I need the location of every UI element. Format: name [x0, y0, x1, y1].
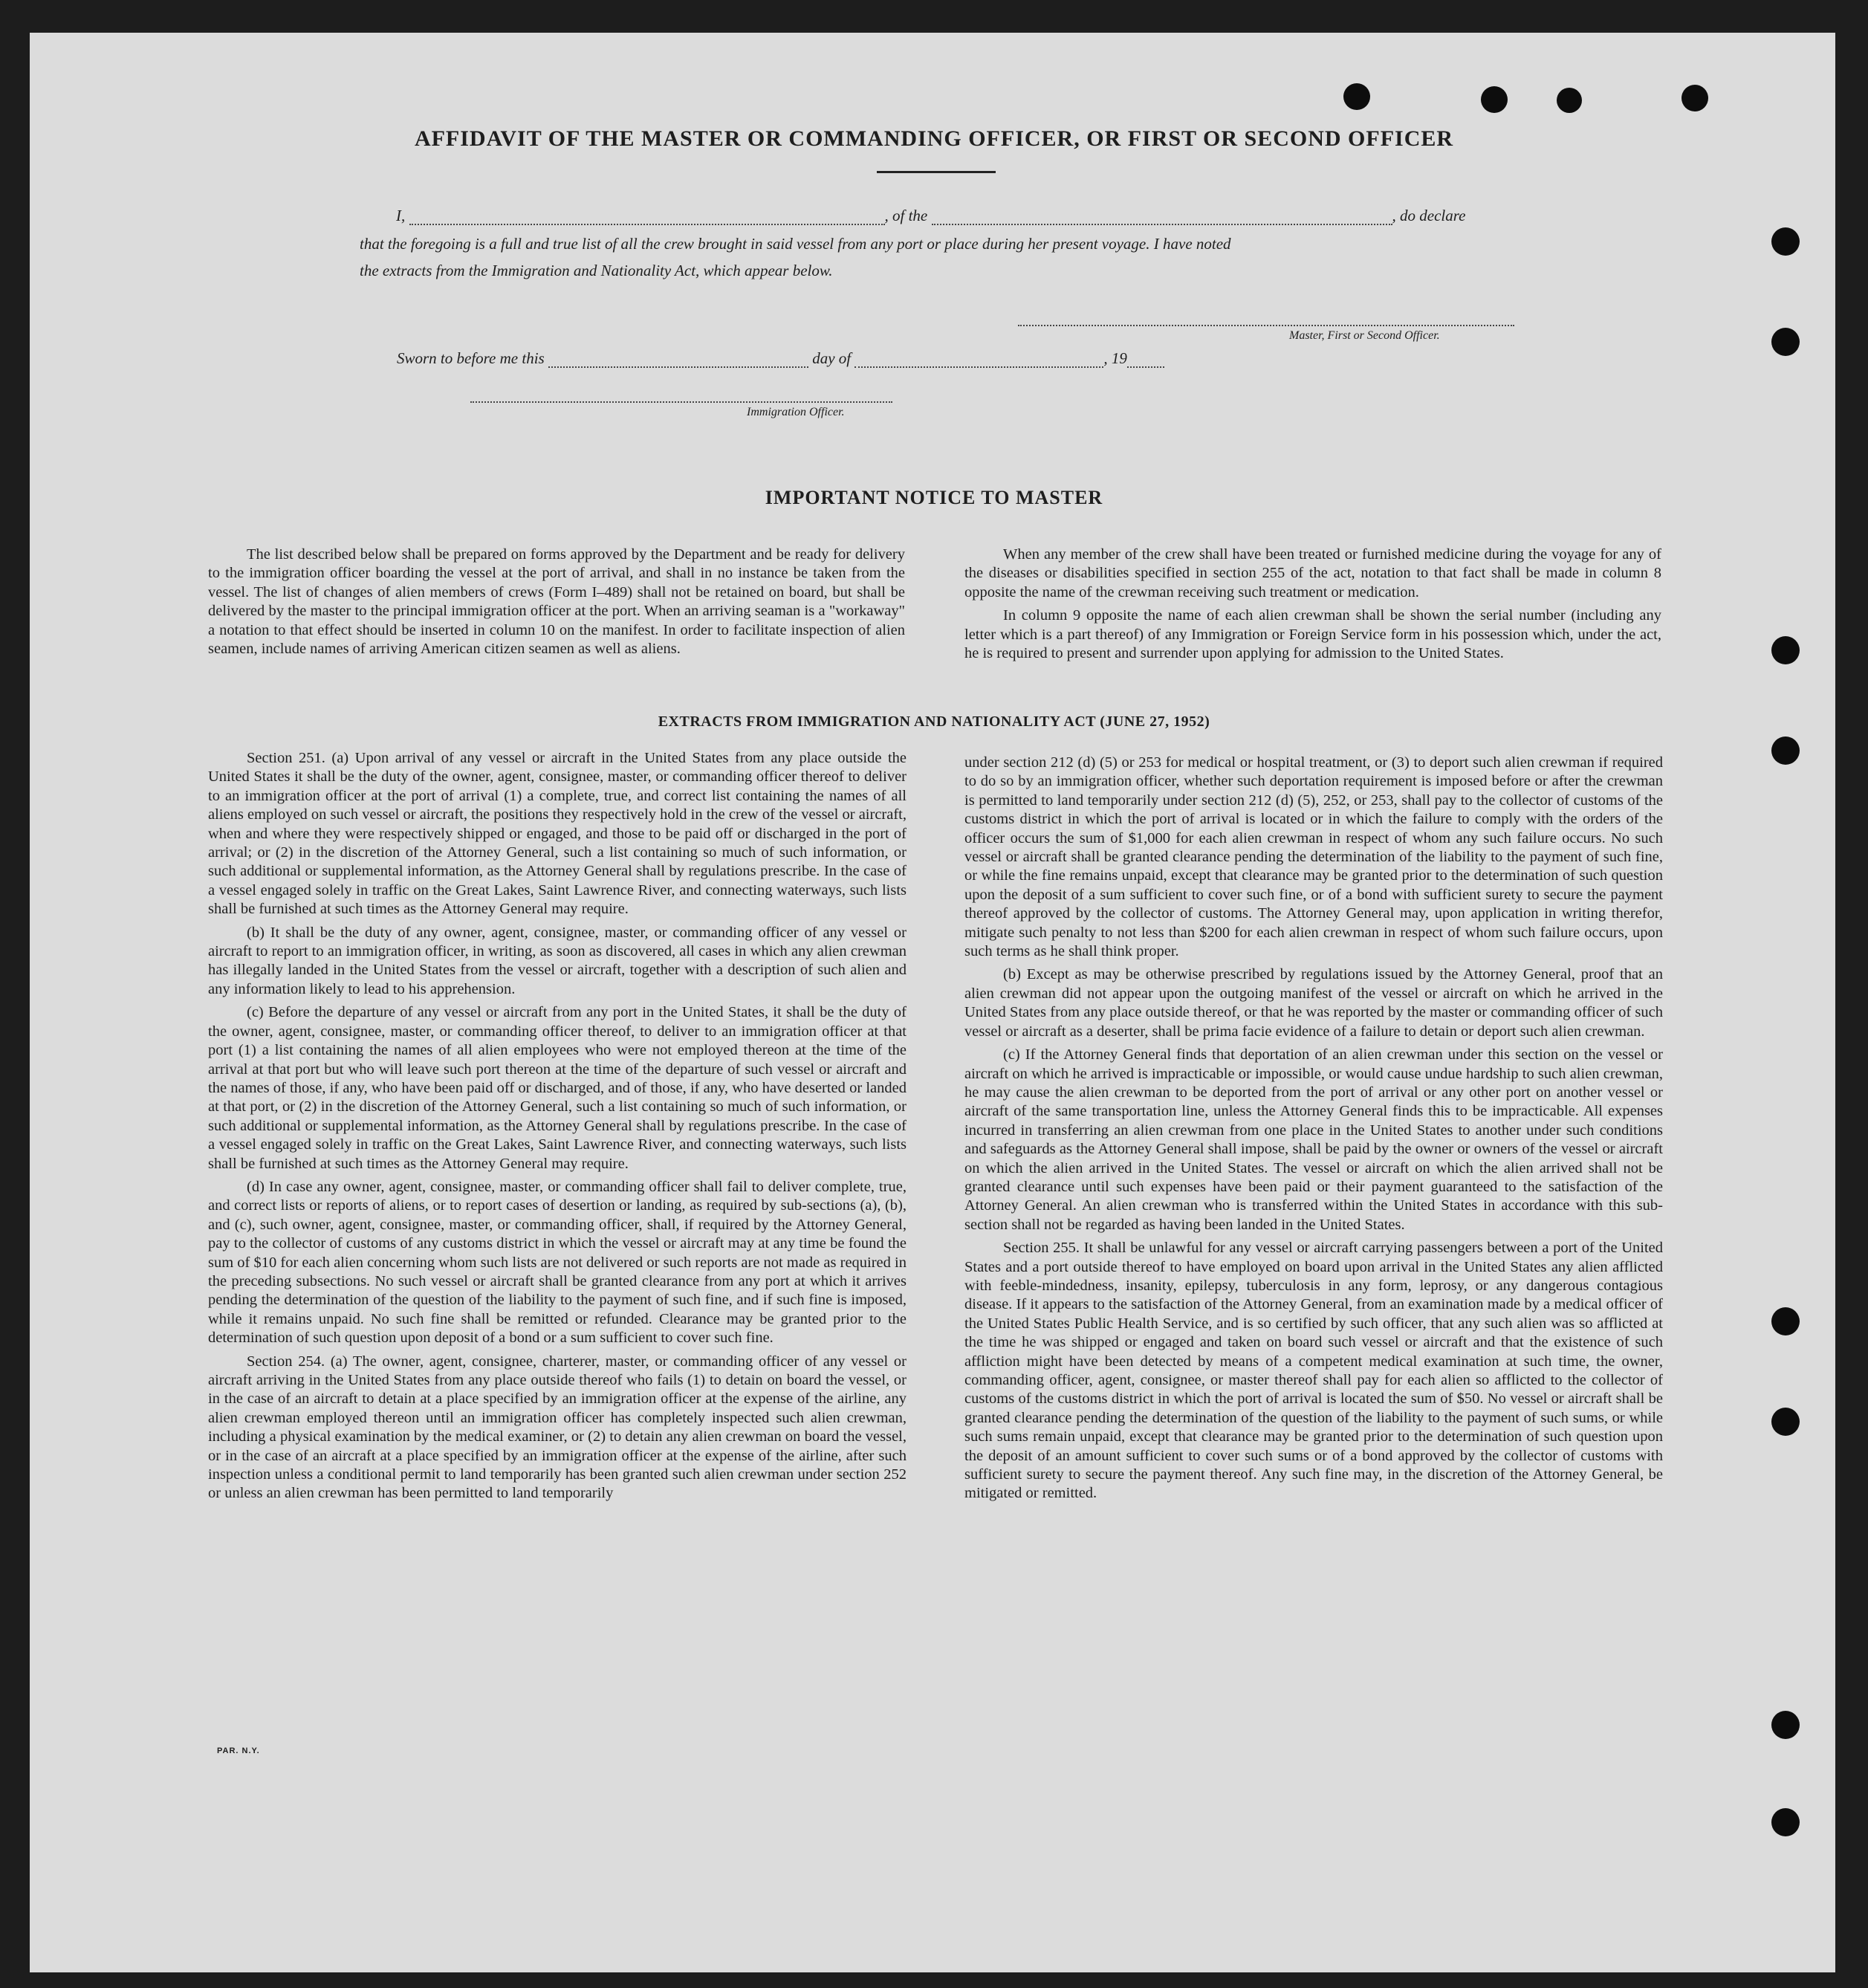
year-prefix-label: , 19 [1103, 349, 1127, 367]
section-254-a: Section 254. (a) The owner, agent, consignee, charterer, master, or commanding officer of any vessel or aircraft arriving in the United States from any place outside thereof who fails (1) to detain on board the vessel, or in the case of an aircraft to detain at a place specified by an immigration officer at the expense of the airline, any alien crewman employed thereon until an immigration officer has completely inspected such alien crewman, including a physical examination by the medical examiner, or (2) to detain any alien crewman on board the vessel, or in the case of an aircraft at a place specified by an immigration officer at the expense of the airline, after such inspection unless a conditional permit to land temporarily has been granted such alien crewman under section 252 or unless an alien crewman has been permitted to land temporarily [208, 1353, 907, 1502]
punch-hole [1557, 88, 1582, 113]
affidavit-title: AFFIDAVIT OF THE MASTER OR COMMANDING OFFICER, OR FIRST OR SECOND OFFICER [414, 126, 1454, 151]
notice-left-paragraph: The list described below shall be prepared on forms approved by the Department and be ready for delivery to the immigration officer boarding the vessel at the port of arrival, and shall in no instance be taken from the vessel. The list of changes of alien members of crews (Form I–489) shall not be retained on board, but shall be delivered by the master to the principal immigration officer at the port. When an arriving seaman is a "workaway" a notation to that effect should be inserted in column 10 on the manifest. In order to facilitate inspection of alien seamen, include names of arriving American citizen seamen as well as aliens. [208, 546, 905, 658]
punch-hole [1343, 83, 1370, 110]
immigration-officer-signature-line[interactable] [470, 401, 892, 403]
extracts-left-column [208, 749, 907, 1508]
section-251-d: (d) In case any owner, agent, consignee, master, or commanding officer shall fail to deliver complete, true, and correct lists or reports of aliens, or to report cases of desertion or landing, as required by sub-sections (a), (b), and (c), such owner, agent, consignee, master, or commanding officer, shall, if required by the Attorney General, pay to the collector of customs of any customs district in which the vessel or aircraft may at any time be found the sum of $10 for each alien concerning whom such lists are not delivered or such reports are not made as required in the preceding subsections. No such vessel or aircraft shall be granted clearance from any port at which it arrives pending the determination of the question of the liability to the payment of such fine, and if such fine is imposed, while it remains unpaid. No such fine shall be remitted or refunded. Clearance may be granted prior to the determination of such question upon deposit of a bond or a sum sufficient to cover such fine. [208, 1178, 907, 1347]
section-251-b: (b) It shall be the duty of any owner, agent, consignee, master, or commanding officer of any vessel or aircraft to report to an immigration officer, in writing, as soon as discovered, all cases in which any alien crewman has illegally landed in the United States from the vessel or aircraft, together with a description of such alien and any information likely to lead to his apprehension. [208, 924, 907, 997]
do-declare-label: , do declare [1392, 207, 1466, 224]
punch-hole [1681, 85, 1708, 111]
sworn-day-field[interactable] [548, 353, 808, 368]
title-rule [877, 171, 996, 173]
extracts-title: EXTRACTS FROM IMMIGRATION AND NATIONALITY ACT (JUNE 27, 1952) [658, 713, 1210, 730]
punch-hole [1771, 328, 1800, 356]
punch-hole [1771, 636, 1800, 664]
section-251-a: Section 251. (a) Upon arrival of any vessel or aircraft in the United States from any place outside the United States it shall be the duty of the owner, agent, consignee, master, or commanding officer thereof to deliver to an immigration officer at the port of arrival (1) a complete, true, and correct list containing the names of all aliens employed on such vessel or aircraft, the positions they respectively hold in the crew of the vessel or aircraft, when and where they were respectively shipped or engaged, and those to be paid off or discharged in the port of arrival; or (2) in the discretion of the Attorney General, such a list containing so much of such information, or such additional or supplemental information, as the Attorney General shall by regulations prescribe. In the case of a vessel engaged solely in traffic on the Great Lakes, Saint Lawrence River, and connecting waterways, such lists shall be furnished at such times as the Attorney General may require. [208, 750, 907, 918]
sworn-line [397, 349, 1164, 368]
notice-right-paragraph-2: In column 9 opposite the name of each alien crewman shall be shown the serial number (including any letter which is a part thereof) of any Immigration or Foreign Service form in his possession which, under the act, he is required to present and surrender upon applying for admission to the United States. [964, 607, 1661, 662]
punch-hole [1771, 1307, 1800, 1335]
master-signature-line[interactable] [1018, 325, 1514, 326]
notice-title: IMPORTANT NOTICE TO MASTER [765, 487, 1103, 508]
declaration-line [396, 207, 1465, 225]
declaration-text-2: that the foregoing is a full and true list of all the crew brought in said vessel from any port or place during her present voyage. I have noted [360, 235, 1231, 253]
notice-right-column [964, 545, 1661, 667]
punch-hole [1771, 736, 1800, 765]
notice-left-column [208, 545, 905, 663]
sworn-year-field[interactable] [1127, 353, 1164, 368]
section-251-c: (c) Before the departure of any vessel or aircraft from any port in the United States, it shall be the duty of the owner, agent, consignee, master, or commanding officer thereof, to deliver to an immigration officer at that port (1) a list containing the names of all alien employees who were not employed thereon at the time of the arrival at that port but who will leave such port thereon at the time of the departure of such vessel or aircraft and the names of those, if any, who have been paid off or discharged, and of those, if any, who have deserted or landed at that port, or (2) in the discretion of the Attorney General, such a list containing so much of such information, or such additional or supplemental information, as the Attorney General shall by regulations prescribe. In the case of a vessel engaged solely in traffic on the Great Lakes, Saint Lawrence River, and connecting waterways, such lists shall be furnished at such times as the Attorney General may require. [208, 1004, 907, 1172]
section-254-b: (b) Except as may be otherwise prescribed by regulations issued by the Attorney General, proof that an alien crewman did not appear upon the outgoing manifest of the vessel or aircraft on which he arrived in the United States from any place outside thereof, or that he was reported by the master or commanding officer of such vessel or aircraft as a deserter, shall be prima facie evidence of a failure to detain or deport such alien crewman. [964, 966, 1663, 1040]
punch-hole [1771, 1808, 1800, 1836]
day-of-label: day of [812, 349, 852, 367]
master-signature-caption: Master, First or Second Officer. [1289, 329, 1440, 342]
notice-right-paragraph-1: When any member of the crew shall have been treated or furnished medicine during the voyage for any of the diseases or disabilities specified in section 255 of the act, notation to that fact shall be made in column 8 opposite the name of the crewman receiving such treatment or medication. [964, 546, 1661, 600]
declarant-name-field[interactable] [409, 210, 885, 225]
sworn-label: Sworn to before me this [397, 349, 545, 367]
printer-mark: PAR. N.Y. [217, 1746, 260, 1755]
immigration-officer-caption: Immigration Officer. [747, 406, 845, 418]
punch-hole [1481, 86, 1508, 113]
declaration-text-3: the extracts from the Immigration and Nationality Act, which appear below. [360, 262, 833, 279]
punch-hole [1771, 227, 1800, 256]
declarant-prefix: I, [396, 207, 406, 224]
section-254-a-continued: under section 212 (d) (5) or 253 for medical or hospital treatment, or (3) to deport such alien crewman if required to do so by an immigration officer, whether such deportation requirement is imposed before or after the crewman is permitted to land temporarily under section 212 (d) (5), 252, or 253, shall pay to the collector of customs of the customs district in which the port of arrival is located or in which the failure to comply with the orders of the officer occurs the sum of $1,000 for each alien crewman in respect of whom any such failure occurs. No such vessel or aircraft shall be granted clearance pending the determination of the liability to the payment of such fine, or while the fine remains unpaid, except that clearance may be granted prior to the determination of such question upon the deposit of a sum sufficient to cover such fine, or of a bond with sufficient surety to secure the payment thereof approved by the collector of customs. The Attorney General may, upon application in writing therefor, mitigate such penalty to not less than $200 for each alien crewman in respect of whom such failure occurs, upon such terms as he shall think proper. [964, 754, 1663, 960]
vessel-name-field[interactable] [932, 210, 1392, 225]
section-254-c: (c) If the Attorney General finds that deportation of an alien crewman under this section on the vessel or aircraft on which he arrived is impracticable or impossible, or would cause undue hardship to such alien crewman, he may cause the alien crewman to be deported from the port of arrival or any other port on another vessel or aircraft of the same transportation line, unless the Attorney General finds this to be impracticable. All expenses incurred in transferring an alien crewman from one place in the United States to another under such conditions and safeguards as the Attorney General shall impose, shall be paid by the owner or owners of the vessel or aircraft on which the alien arrived in the United States. The vessel or aircraft on which the alien arrived shall not be granted clearance until such expenses have been paid or their payment guaranteed to the satisfaction of the Attorney General. An alien crewman who is transferred within the United States in accordance with this sub-section shall not be regarded as having been landed in the United States. [964, 1046, 1663, 1233]
extracts-right-column [964, 754, 1663, 1508]
sworn-month-field[interactable] [854, 353, 1103, 368]
punch-hole [1771, 1408, 1800, 1436]
of-the-label: , of the [884, 207, 928, 224]
punch-hole [1771, 1711, 1800, 1739]
section-255: Section 255. It shall be unlawful for any vessel or aircraft carrying passengers between a port of the United States and a port outside thereof to have employed on board upon arrival in the United States any alien afflicted with feeble-mindedness, insanity, epilepsy, tuberculosis in any form, leprosy, or any dangerous contagious disease. If it appears to the satisfaction of the Attorney General, from an examination made by a medical officer of the United States Public Health Service, and is so certified by such officer, that any such alien was so afflicted at the time he was shipped or engaged and taken on board such vessel or aircraft and that the existence of such affliction might have been detected by means of a competent medical examination at such time, the owner, commanding officer, agent, consignee, or master thereof shall pay for each alien so afflicted to the collector of customs of the customs district in which the port of arrival is located the sum of $50. No vessel or aircraft shall be granted clearance pending the determination of the question of the liability to the payment of such sums, or while such sums remain unpaid, except that clearance may be granted prior to the determination of such question upon the deposit of an amount sufficient to cover such sums or of a bond approved by the collector of customs with sufficient surety to secure the payment thereof. Any such fine may, in the discretion of the Attorney General, be mitigated or remitted. [964, 1240, 1663, 1502]
